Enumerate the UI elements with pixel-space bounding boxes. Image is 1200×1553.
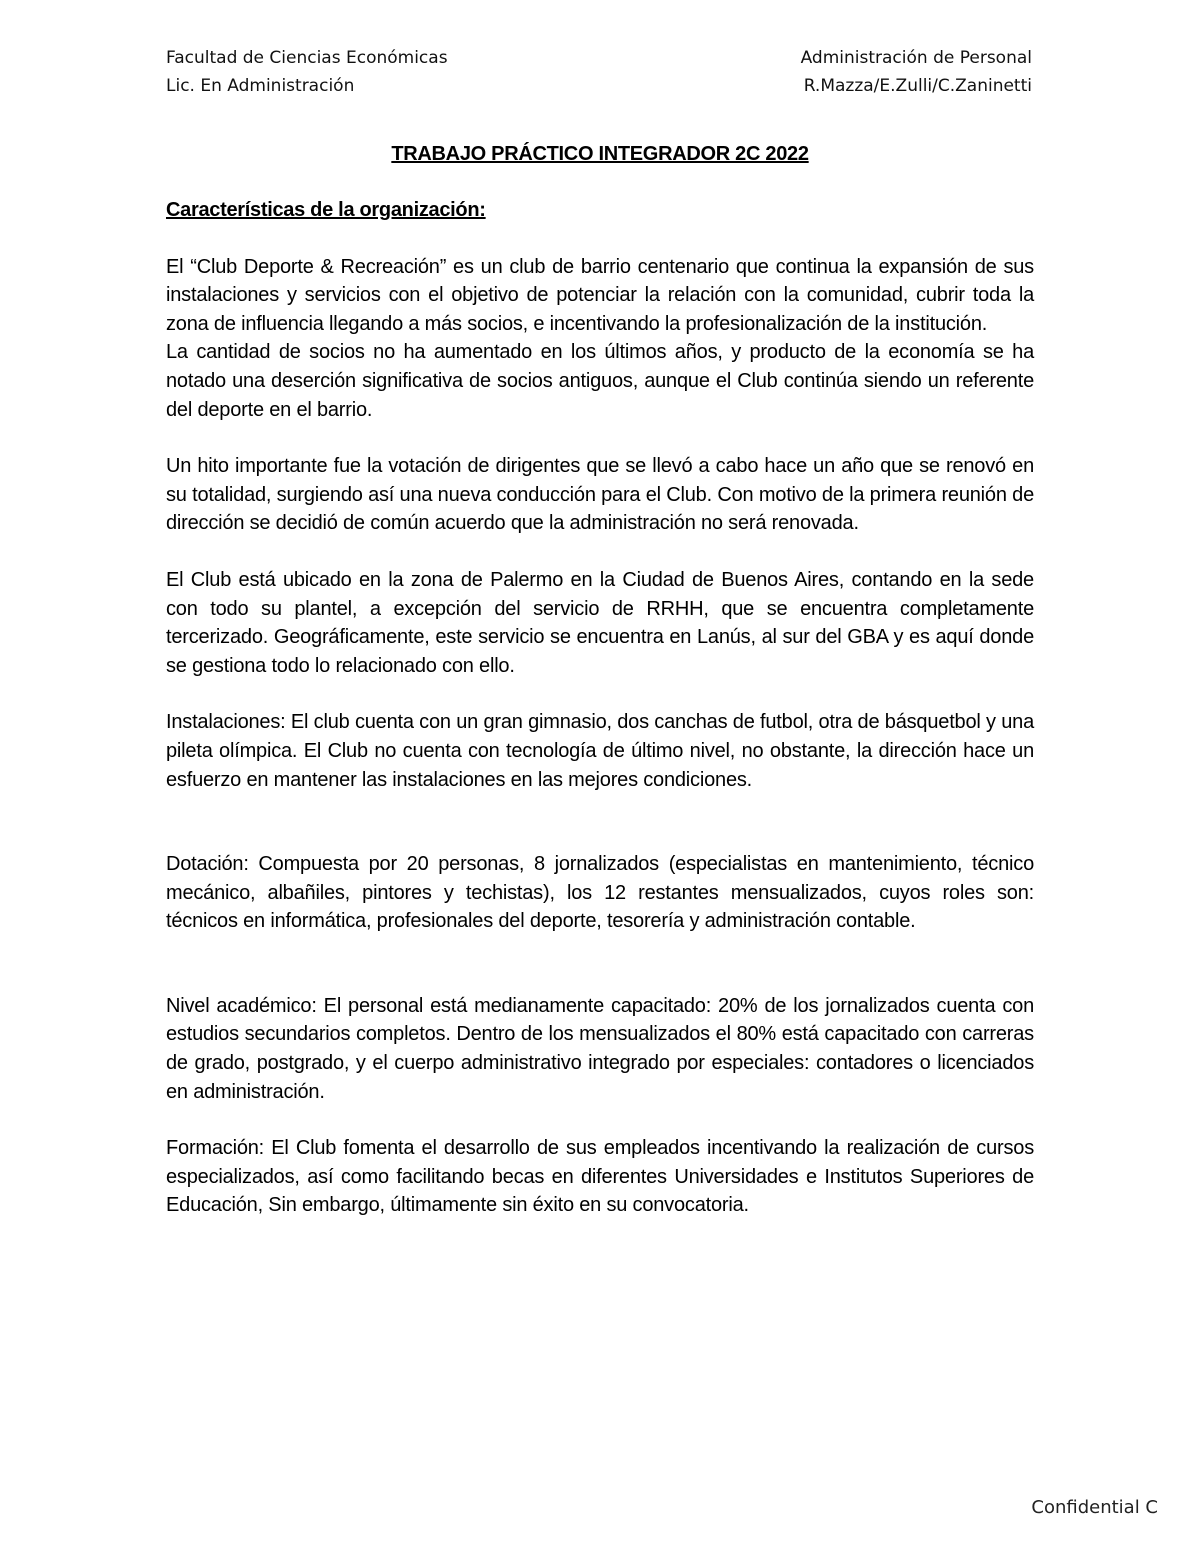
header-right <box>801 44 1032 100</box>
header-left <box>166 44 448 100</box>
document-title: TRABAJO PRÁCTICO INTEGRADOR 2C 2022 <box>391 143 809 165</box>
paragraph-intro: El “Club Deporte & Recreación” es un club de barrio centenario que continua la expansión de sus instalaciones y servicios con el objetivo de potenciar la relación con la comunidad, cubrir toda la zona de influencia llegando a más socios, e incentivando la profesionalización de la institución. <box>166 255 1034 335</box>
paragraph-elections: Un hito importante fue la votación de dirigentes que se llevó a cabo hace un año que se renovó en su totalidad, surgiendo así una nueva conducción para el Club. Con motivo de la primera reunión de dirección se decidió de común acuerdo que la administración no será renovada. <box>166 455 1034 535</box>
authors: R.Mazza/E.Zulli/C.Zaninetti <box>803 76 1032 96</box>
faculty-name: Facultad de Ciencias Económicas <box>166 48 448 68</box>
paragraph-members: La cantidad de socios no ha aumentado en los últimos años, y producto de la economía se ha notado una deserción significativa de socios antiguos, aunque el Club continúa siendo un referente del deporte en el barrio. <box>166 341 1034 421</box>
paragraph-staffing: Dotación: Compuesta por 20 personas, 8 jornalizados (especialistas en mantenimiento, técnico mecánico, albañiles, pintores y techistas), los 12 restantes mensualizados, cuyos roles son: técnicos en informática, profesionales del deporte, tesorería y administración contable. <box>166 853 1034 933</box>
paragraph-location: El Club está ubicado en la zona de Palermo en la Ciudad de Buenos Aires, contando en la sede con todo su plantel, a excepción del servicio de RRHH, que se encuentra completamente tercerizado. Geográficamente, este servicio se encuentra en Lanús, al sur del GBA y es aquí donde se gestiona todo lo relacionado con ello. <box>166 568 1034 677</box>
confidential-label: Confidential C <box>1031 1497 1158 1518</box>
paragraph-training: Formación: El Club fomenta el desarrollo de sus empleados incentivando la realización de cursos especializados, así como facilitando becas en diferentes Universidades e Institutos Superiores de Educación, Sin embargo, últimamente sin éxito en su convocatoria. <box>166 1137 1034 1217</box>
section-heading: Características de la organización: <box>166 199 486 221</box>
document-body <box>166 140 1034 1220</box>
degree-name: Lic. En Administración <box>166 76 355 96</box>
course-name: Administración de Personal <box>800 48 1032 68</box>
paragraph-academic-level: Nivel académico: El personal está medianamente capacitado: 20% de los jornalizados cuenta con estudios secundarios completos. Dentro de los mensualizados el 80% está capacitado con carreras de grado, postgrado, y el cuerpo administrativo integrado por especiales: contadores o licenciados en administración. <box>166 994 1034 1103</box>
paragraph-facilities: Instalaciones: El club cuenta con un gran gimnasio, dos canchas de futbol, otra de básquetbol y una pileta olímpica. El Club no cuenta con tecnología de último nivel, no obstante, la dirección hace un esfuerzo en mantener las instalaciones en las mejores condiciones. <box>166 711 1034 791</box>
